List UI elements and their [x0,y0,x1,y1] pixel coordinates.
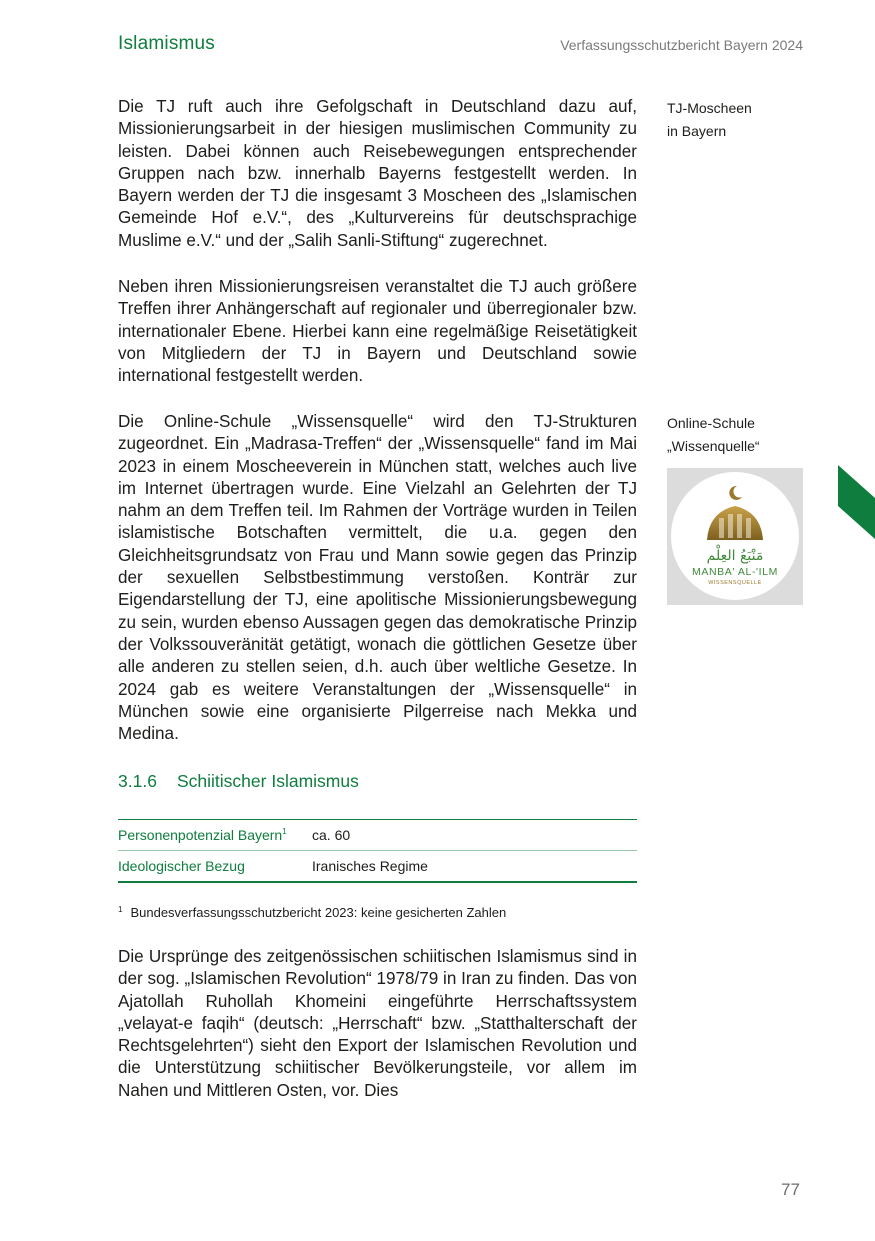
running-header-report-title: Verfassungsschutzbericht Bayern 2024 [560,37,803,53]
margin-note-line: Online-Schule [667,415,755,431]
paragraph-tj-mosques: Die TJ ruft auch ihre Gefolgschaft in Deutschland dazu auf, Missionierungsarbeit in der hiesigen muslimischen Community zu leisten. Dabei können auch Reisebewegungen entsprechender Gruppen nach bzw. innerhalb Bayerns festgestellt werden. In Bayern werden der TJ die insgesamt 3 Moscheen des „Islamischen Gemeinde Hof e.V.“, des „Kulturvereins für deutschsprachige Muslime e.V.“ und der „Salih Sanli-Stiftung“ zugerechnet. [118,97,637,250]
wissensquelle-logo-image [667,468,803,605]
table-row [118,820,637,850]
chapter-tab-marker [838,465,875,539]
footnote [118,905,506,920]
person-potential-table [118,819,637,883]
margin-note-online-school [667,412,817,458]
table-label: Ideologischer Bezug [118,858,245,874]
margin-note-tj-mosques [667,97,817,143]
margin-note-line: in Bayern [667,123,727,139]
logo-name-text: MANBA' AL-'ILM [692,566,778,578]
page-number: 77 [781,1180,800,1199]
paragraph-shiite-origins: Die Ursprünge des zeitgenössischen schiitischen Islamismus sind in der sog. „Islamischen Revolution“ 1978/79 in Iran zu finden. Das von Ajatollah Ruhollah Khomeini eingeführte Herrschaftssystem „velayat-e faqih“ (deutsch: „Herrschaft“ bzw. „Statthalterschaft der Rechtsgelehrten“) sieht den Export der Islamischen Revolution und die Unterstützung schiitischer Bevölkerungsteile, vor allem im Nahen und Mittleren Osten, vor. Dies [118,947,637,1100]
section-title: Schiitischer Islamismus [177,771,359,791]
section-heading [118,771,359,792]
table-label: Personenpotenzial Bayern$^1$ [118,827,287,843]
running-header-section: Islamismus [118,33,216,54]
logo-arabic-text: مَنْبَعُ العِلْم [706,548,764,564]
table-value: ca. 60 [312,827,351,843]
logo-subtitle-text: WISSENSQUELLE [708,580,762,586]
paragraph-tj-meetings: Neben ihren Missionierungsreisen veranstaltet die TJ auch größere Treffen ihrer Anhängerschaft auf regionaler und überregionaler bzw. internationaler Ebene. Hierbei kann eine regelmäßige Reisetätigkeit von Mitgliedern der TJ in Bayern und Deutschland sowie international festgestellt werden. [118,277,637,386]
footnote-text: Bundesverfassungsschutzbericht 2023: keine gesicherten Zahlen [130,905,507,920]
margin-note-line: „Wissenquelle“ [667,438,760,454]
paragraph-online-school: Die Online-Schule „Wissensquelle“ wird den TJ-Strukturen zugeordnet. Ein „Madrasa-Treffen“ der „Wissensquelle“ fand im Mai 2023 in einem Moscheeverein in München statt, welches auch live im Internet übertragen wurde. Eine Vielzahl an Gelehrten der TJ nahm an dem Treffen teil. Im Rahmen der Vorträge wurden in Teilen islamistische Botschaften vermittelt, die u.a. gegen den Gleichheitsgrundsatz von Frau und Mann sowie gegen das Prinzip der sexuellen Selbstbestimmung verstoßen. Konträr zur Eigendarstellung der TJ, eine apolitische Missionierungsbewegung zu sein, wurden ebenso Aussagen gegen das demokratische Prinzip der Volkssouveränität getätigt, wonach die göttlichen Gesetze über alle anderen zu stellen seien, d.h. auch über weltliche Gesetze. In 2024 gab es weitere Veranstaltungen der „Wissensquelle“ in München sowie eine organisierte Pilgerreise nach Mekka und Medina. [118,412,637,744]
footnote-ref: 1 [282,827,287,836]
margin-note-line: TJ-Moscheen [667,100,752,116]
table-row [118,850,637,881]
section-number: 3.1.6 [118,771,157,791]
footnote-mark: 1 [118,905,123,914]
table-value: Iranisches Regime [312,858,428,874]
logo-emblem [667,468,803,605]
